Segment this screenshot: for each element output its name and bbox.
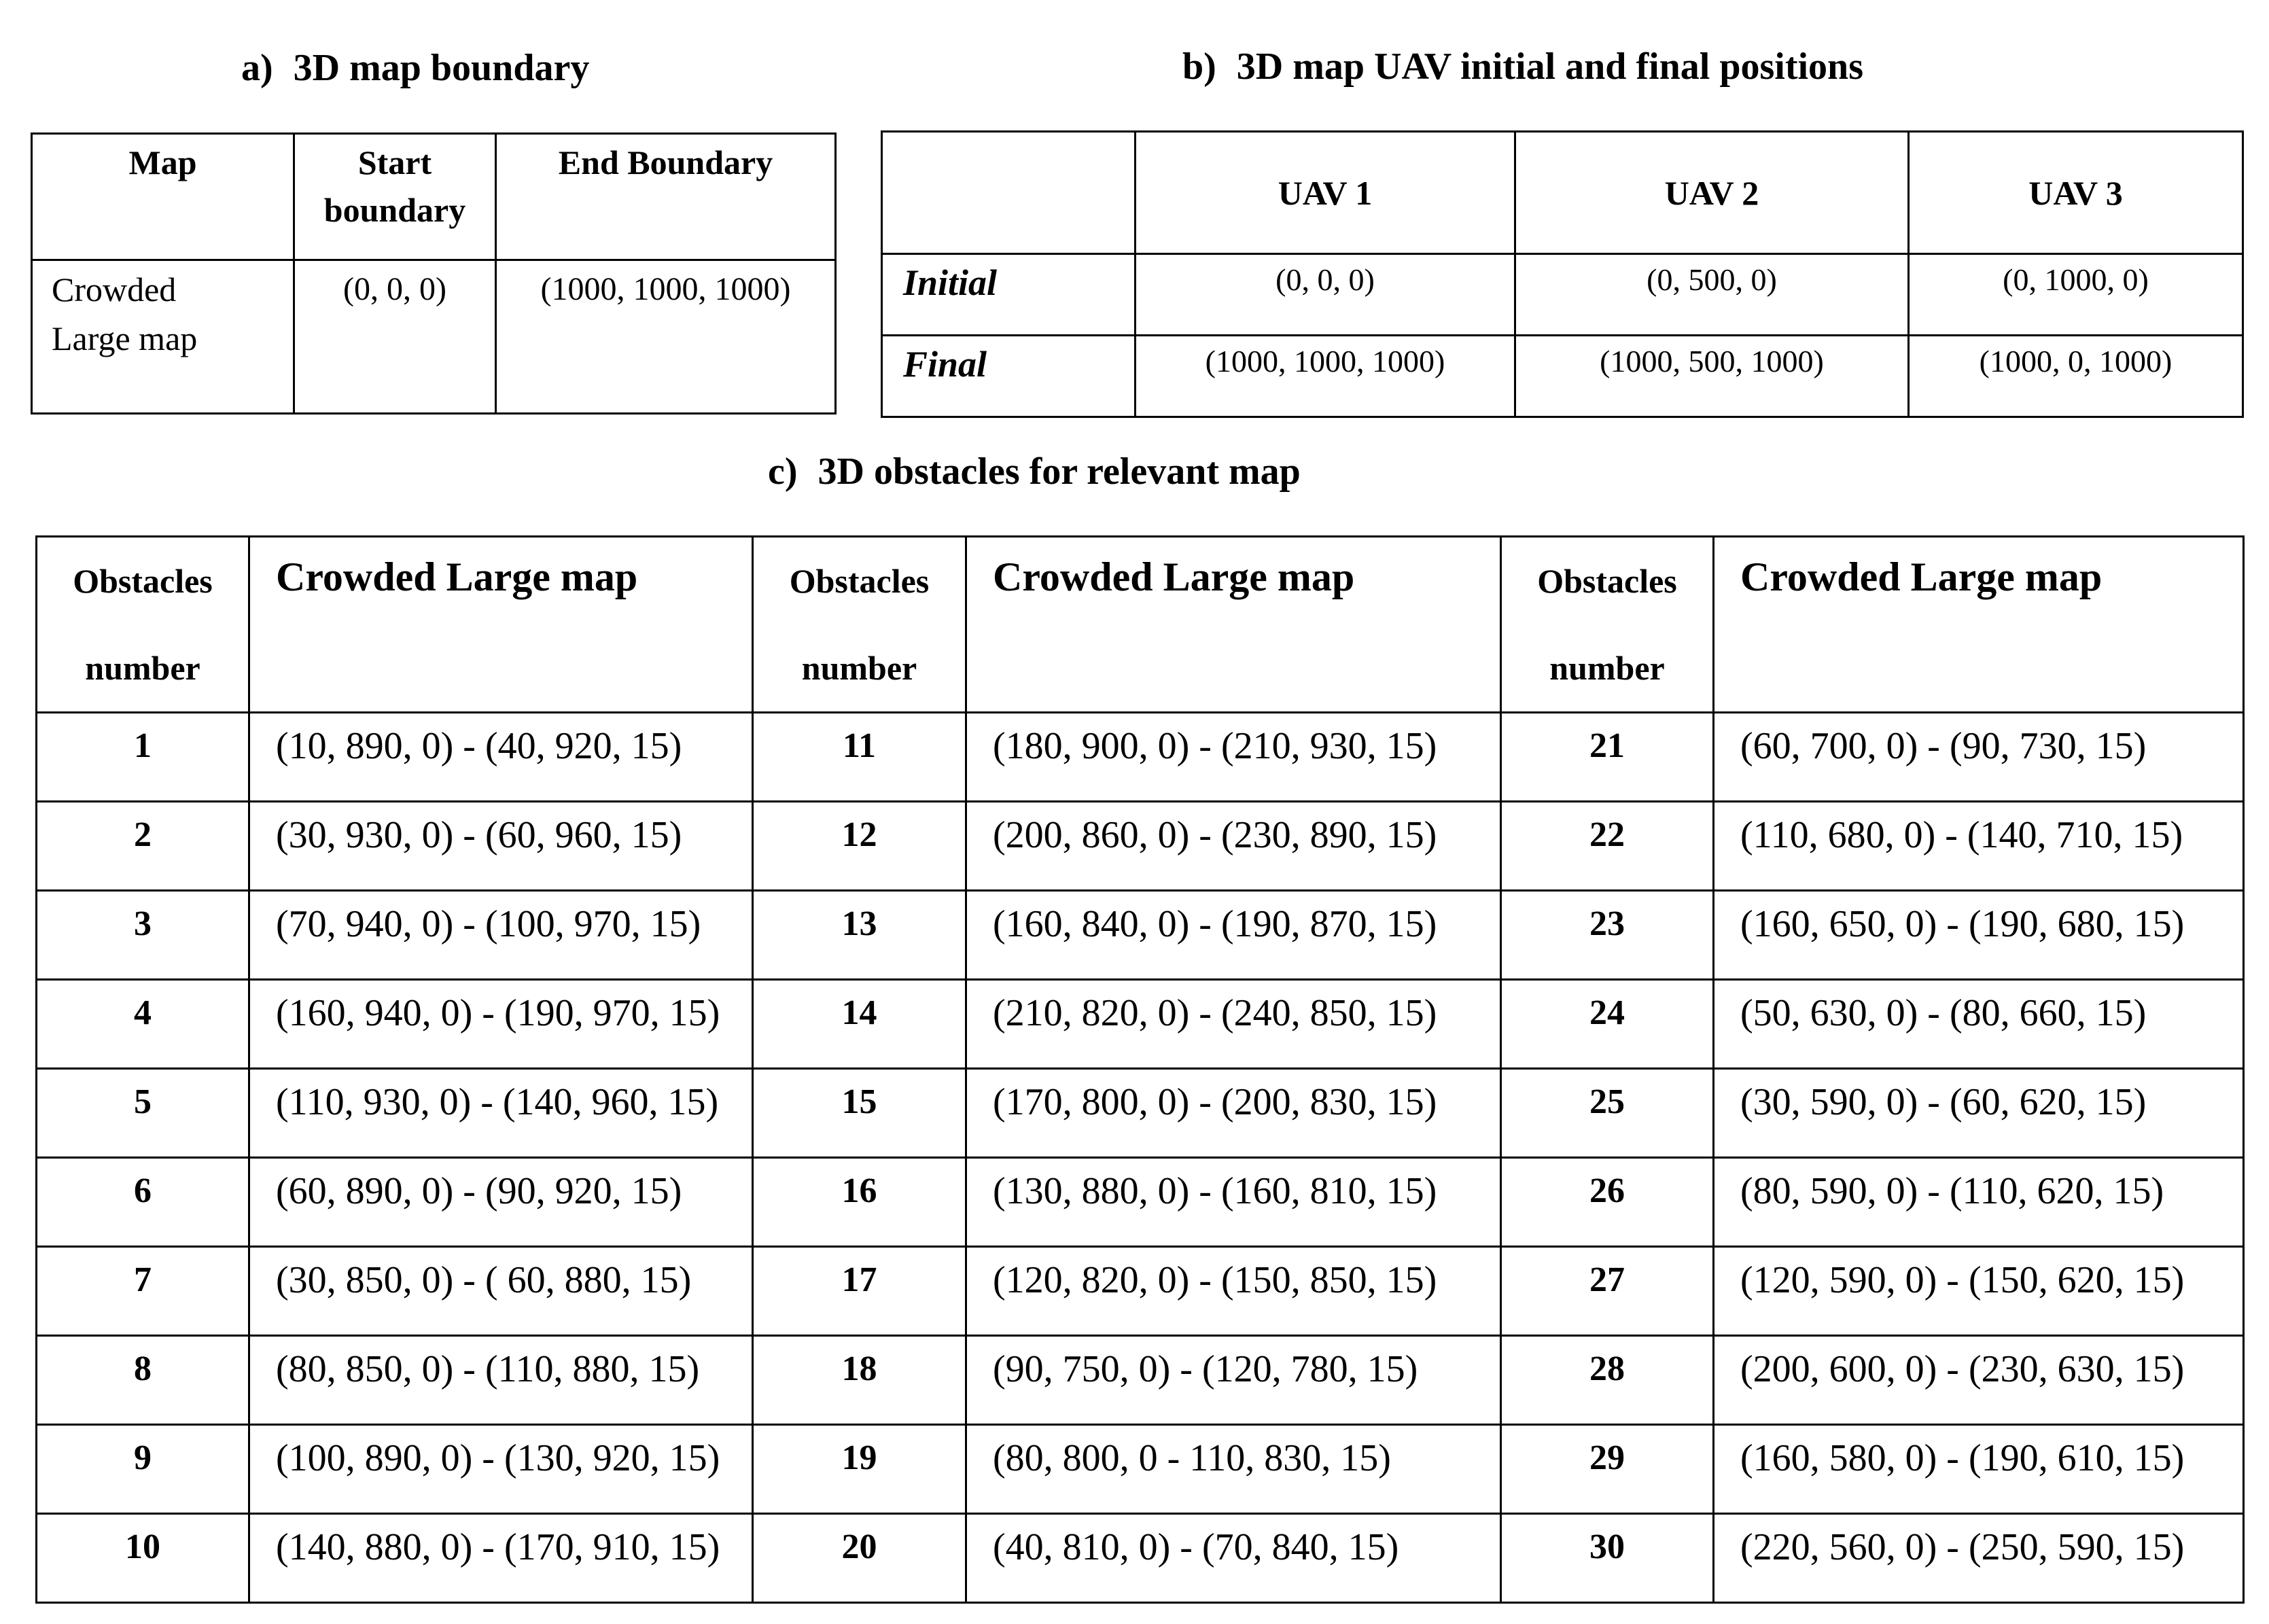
obstacle-coordinates: (60, 700, 0) - (90, 730, 15) <box>1714 713 2244 802</box>
table-row <box>37 1069 2244 1158</box>
obstacle-coordinates: (80, 590, 0) - (110, 620, 15) <box>1714 1158 2244 1247</box>
map-name-cell <box>32 260 294 414</box>
obstacle-coordinates: (220, 560, 0) - (250, 590, 15) <box>1714 1514 2244 1603</box>
table-row-final <box>882 336 2243 417</box>
obstacle-coordinates: (160, 840, 0) - (190, 870, 15) <box>966 891 1501 980</box>
uav-3-final: (1000, 0, 1000) <box>1909 336 2243 417</box>
header-obstacles-line: Obstacles <box>1537 562 1677 600</box>
obstacle-coordinates: (130, 880, 0) - (160, 810, 15) <box>966 1158 1501 1247</box>
map-name-line2: Large map <box>52 319 198 357</box>
table-header-row <box>882 132 2243 254</box>
table-row <box>37 1336 2244 1425</box>
obstacle-number: 19 <box>753 1425 966 1514</box>
row-label-initial: Initial <box>882 254 1136 336</box>
table-row <box>37 713 2244 802</box>
table-row-initial <box>882 254 2243 336</box>
table-row <box>32 260 836 414</box>
header-obstacles-line: Obstacles <box>73 562 213 600</box>
obstacle-number: 9 <box>37 1425 249 1514</box>
obstacle-number: 12 <box>753 802 966 891</box>
obstacle-coordinates: (50, 630, 0) - (80, 660, 15) <box>1714 980 2244 1069</box>
uav-positions-table <box>881 130 2244 418</box>
obstacle-number: 5 <box>37 1069 249 1158</box>
end-boundary-value: (1000, 1000, 1000) <box>496 260 836 414</box>
obstacle-number: 2 <box>37 802 249 891</box>
obstacle-coordinates: (170, 800, 0) - (200, 830, 15) <box>966 1069 1501 1158</box>
obstacle-coordinates: (40, 810, 0) - (70, 840, 15) <box>966 1514 1501 1603</box>
table-header-row <box>37 537 2244 713</box>
caption-c-label: c) <box>768 451 798 493</box>
header-obstacles-line: Obstacles <box>789 562 930 600</box>
caption-c <box>768 453 1301 491</box>
header-start-boundary: Start boundary <box>294 134 496 260</box>
obstacle-number: 21 <box>1501 713 1714 802</box>
caption-b-label: b) <box>1182 46 1216 88</box>
obstacle-coordinates: (110, 930, 0) - (140, 960, 15) <box>249 1069 753 1158</box>
uav-1-initial: (0, 0, 0) <box>1136 254 1515 336</box>
obstacle-coordinates: (30, 590, 0) - (60, 620, 15) <box>1714 1069 2244 1158</box>
obstacle-number: 15 <box>753 1069 966 1158</box>
obstacle-number: 6 <box>37 1158 249 1247</box>
obstacle-number: 27 <box>1501 1247 1714 1336</box>
header-uav-3: UAV 3 <box>1909 132 2243 254</box>
obstacle-coordinates: (80, 800, 0 - 110, 830, 15) <box>966 1425 1501 1514</box>
header-obstacles-number <box>753 537 966 713</box>
obstacle-number: 10 <box>37 1514 249 1603</box>
caption-c-title: 3D obstacles for relevant map <box>817 451 1301 493</box>
obstacle-number: 13 <box>753 891 966 980</box>
caption-b <box>1182 48 1863 86</box>
obstacle-number: 20 <box>753 1514 966 1603</box>
header-obstacles-number <box>37 537 249 713</box>
obstacle-number: 1 <box>37 713 249 802</box>
obstacle-coordinates: (140, 880, 0) - (170, 910, 15) <box>249 1514 753 1603</box>
obstacle-coordinates: (110, 680, 0) - (140, 710, 15) <box>1714 802 2244 891</box>
obstacle-number: 18 <box>753 1336 966 1425</box>
obstacle-coordinates: (30, 930, 0) - (60, 960, 15) <box>249 802 753 891</box>
table-row <box>37 1247 2244 1336</box>
obstacle-number: 28 <box>1501 1336 1714 1425</box>
obstacles-table <box>35 535 2245 1604</box>
obstacle-coordinates: (200, 600, 0) - (230, 630, 15) <box>1714 1336 2244 1425</box>
obstacle-number: 24 <box>1501 980 1714 1069</box>
table-row <box>37 802 2244 891</box>
obstacle-coordinates: (100, 890, 0) - (130, 920, 15) <box>249 1425 753 1514</box>
table-header-row <box>32 134 836 260</box>
uav-1-final: (1000, 1000, 1000) <box>1136 336 1515 417</box>
map-boundary-table <box>31 133 837 414</box>
obstacle-coordinates: (90, 750, 0) - (120, 780, 15) <box>966 1336 1501 1425</box>
table-row <box>37 980 2244 1069</box>
header-uav-2: UAV 2 <box>1515 132 1909 254</box>
obstacle-coordinates: (60, 890, 0) - (90, 920, 15) <box>249 1158 753 1247</box>
header-crowded-large-map: Crowded Large map <box>1714 537 2244 713</box>
obstacle-coordinates: (200, 860, 0) - (230, 890, 15) <box>966 802 1501 891</box>
obstacle-coordinates: (10, 890, 0) - (40, 920, 15) <box>249 713 753 802</box>
start-boundary-value: (0, 0, 0) <box>294 260 496 414</box>
table-row <box>37 1425 2244 1514</box>
header-uav-1: UAV 1 <box>1136 132 1515 254</box>
caption-a-title: 3D map boundary <box>293 47 590 89</box>
obstacle-number: 30 <box>1501 1514 1714 1603</box>
header-crowded-large-map: Crowded Large map <box>249 537 753 713</box>
caption-a <box>241 49 589 87</box>
obstacle-coordinates: (160, 650, 0) - (190, 680, 15) <box>1714 891 2244 980</box>
obstacle-number: 3 <box>37 891 249 980</box>
uav-2-final: (1000, 500, 1000) <box>1515 336 1909 417</box>
obstacle-coordinates: (160, 580, 0) - (190, 610, 15) <box>1714 1425 2244 1514</box>
obstacle-number: 16 <box>753 1158 966 1247</box>
header-number-line: number <box>1549 649 1665 687</box>
header-number-line: number <box>801 649 917 687</box>
obstacle-coordinates: (210, 820, 0) - (240, 850, 15) <box>966 980 1501 1069</box>
row-label-final: Final <box>882 336 1136 417</box>
obstacle-number: 17 <box>753 1247 966 1336</box>
table-row <box>37 891 2244 980</box>
obstacle-coordinates: (180, 900, 0) - (210, 930, 15) <box>966 713 1501 802</box>
header-empty <box>882 132 1136 254</box>
obstacle-number: 7 <box>37 1247 249 1336</box>
obstacle-number: 11 <box>753 713 966 802</box>
header-number-line: number <box>85 649 200 687</box>
obstacle-number: 8 <box>37 1336 249 1425</box>
obstacle-number: 14 <box>753 980 966 1069</box>
obstacle-number: 4 <box>37 980 249 1069</box>
obstacle-number: 23 <box>1501 891 1714 980</box>
header-map: Map <box>32 134 294 260</box>
obstacle-number: 26 <box>1501 1158 1714 1247</box>
header-crowded-large-map: Crowded Large map <box>966 537 1501 713</box>
uav-2-initial: (0, 500, 0) <box>1515 254 1909 336</box>
table-row <box>37 1514 2244 1603</box>
caption-a-label: a) <box>241 47 273 89</box>
obstacle-number: 22 <box>1501 802 1714 891</box>
obstacle-coordinates: (30, 850, 0) - ( 60, 880, 15) <box>249 1247 753 1336</box>
uav-3-initial: (0, 1000, 0) <box>1909 254 2243 336</box>
obstacle-number: 25 <box>1501 1069 1714 1158</box>
header-end-boundary: End Boundary <box>496 134 836 260</box>
obstacle-coordinates: (80, 850, 0) - (110, 880, 15) <box>249 1336 753 1425</box>
obstacle-coordinates: (70, 940, 0) - (100, 970, 15) <box>249 891 753 980</box>
obstacle-coordinates: (120, 820, 0) - (150, 850, 15) <box>966 1247 1501 1336</box>
header-obstacles-number <box>1501 537 1714 713</box>
obstacle-coordinates: (160, 940, 0) - (190, 970, 15) <box>249 980 753 1069</box>
obstacle-number: 29 <box>1501 1425 1714 1514</box>
table-row <box>37 1158 2244 1247</box>
map-name-line1: Crowded <box>52 270 177 308</box>
obstacle-coordinates: (120, 590, 0) - (150, 620, 15) <box>1714 1247 2244 1336</box>
caption-b-title: 3D map UAV initial and final positions <box>1236 46 1863 88</box>
